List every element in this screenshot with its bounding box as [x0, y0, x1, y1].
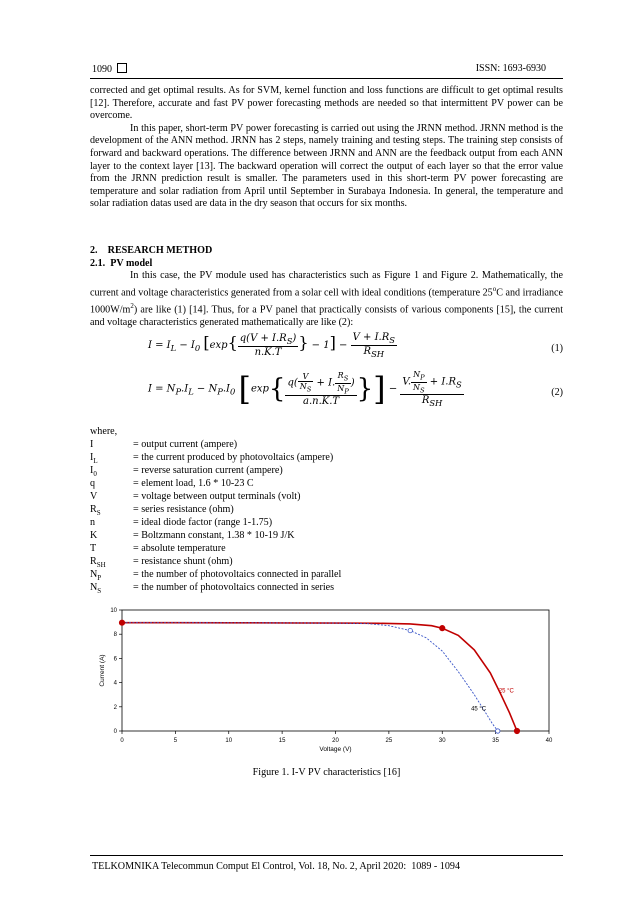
equation-2: $I = N_P.I_L - N_P.I_0$ [exp{ q( $\frac{V}{N_S}$ + I. $\frac{R_S}{N_P}$ ) a.n.K.T }] − V. $\frac{N_P}{N_S}$ + $I.R_S$ $R_{SH}$	[148, 370, 462, 409]
x-tick-label: 15	[278, 738, 286, 744]
definition-row	[90, 439, 341, 452]
definition-description: = output current (ampere)	[133, 439, 238, 450]
definition-row	[90, 491, 341, 504]
x-tick-label: 30	[438, 738, 446, 744]
footer-text: TELKOMNIKA Telecommun Comput El Control, Vol. 18, No. 2, April 2020: 1089 - 1094	[92, 861, 460, 872]
series-marker	[496, 729, 500, 733]
definition-row	[90, 465, 341, 478]
body-text	[90, 85, 563, 211]
definition-description: = ideal diode factor (range 1-1.75)	[133, 517, 273, 529]
section-heading-block	[90, 245, 563, 329]
paragraph-2: In this paper, short-term PV power forecasting is carried out using the JRNN method. JRNN method is the development of the ANN method. JRNN has 2 steps, namely training and testing steps. The training step consists of forward and backward operations. The difference between JRNN and ANN are the feedback output from each ANN layer to the context layer [13]. The backward operation will correct the output of each layer so that the error value from the JRNN prediction result is smaller. The parameters used in this short-term PV power forecasting are temperature and solar radiation from April until September in Surabaya Indonesia. In general, the temperature and solar radiation datas used are data in the dry season that occurs for six months.	[90, 122, 563, 210]
series-marker	[408, 628, 412, 632]
definition-symbol: T	[90, 543, 97, 555]
equation-1: $I = I_L - I_0$ [exp{ $\frac{q(V + I.R_S)}{n.K.T}$ } − 1] − $\frac{V + I.R_S}{R_{SH}}$	[148, 332, 395, 359]
definition-description: = series resistance (ohm)	[133, 504, 234, 516]
definitions-list	[90, 439, 341, 595]
where-label: where,	[90, 426, 118, 437]
definition-description: = the number of photovoltaics connected in parallel	[133, 569, 342, 581]
x-tick-label: 10	[225, 738, 233, 744]
definition-symbol: V	[90, 491, 98, 503]
checkbox-square-icon	[117, 63, 127, 73]
series-marker	[119, 620, 124, 625]
y-tick-label: 6	[113, 656, 117, 663]
definition-description: = reverse saturation current (ampere)	[133, 465, 283, 477]
x-tick-label: 25	[385, 738, 393, 744]
definition-symbol: $R_S$	[90, 504, 101, 518]
definition-symbol: $I_0$	[90, 465, 97, 479]
definition-symbol: q	[90, 478, 96, 490]
section-title: 2. RESEARCH METHOD	[90, 245, 213, 256]
definition-description: = absolute temperature	[133, 543, 226, 555]
series-annotation: 25 °C	[498, 688, 514, 695]
paragraph-1: corrected and get optimal results. As for SVM, kernel function and loss functions are difficult to get optimal results [12]. Therefore, accurate and fast PV power forecasting methods are needed so that intermittent PV power can be overcome.	[90, 85, 563, 122]
x-tick-label: 0	[120, 738, 124, 744]
plot-area	[122, 610, 549, 731]
y-tick-label: 0	[113, 729, 117, 735]
page-number: 1090	[92, 63, 127, 75]
series-annotation: 45 °C	[471, 706, 487, 713]
x-tick-label: 20	[332, 738, 339, 744]
definition-row	[90, 504, 341, 517]
equation-1-number: (1)	[551, 343, 563, 354]
definition-symbol: K	[90, 530, 98, 542]
definition-row	[90, 452, 341, 465]
y-tick-label: 8	[113, 632, 117, 639]
iv-chart	[94, 603, 560, 755]
definition-row	[90, 582, 341, 595]
x-tick-label: 35	[492, 738, 499, 744]
definition-row	[90, 517, 341, 530]
definition-symbol: $N_S$	[90, 582, 102, 596]
series-marker	[514, 728, 519, 733]
definition-symbol: $I_L$	[90, 452, 98, 466]
footer-rule	[90, 855, 563, 856]
definition-description: = the current produced by photovoltaics (ampere)	[133, 452, 334, 464]
x-axis-label: Voltage (V)	[319, 746, 352, 753]
y-tick-label: 2	[113, 704, 117, 711]
definition-description: = resistance shunt (ohm)	[133, 556, 233, 568]
issn: ISSN: 1693-6930	[475, 63, 546, 74]
header-rule	[90, 78, 563, 79]
definition-description: = Boltzmann constant, 1.38 * 10-19 J/K	[133, 530, 295, 542]
equation-2-number: (2)	[551, 387, 563, 398]
x-tick-label: 40	[545, 738, 553, 744]
definition-description: = element load, 1.6 * 10-23 C	[133, 478, 254, 490]
figure-caption: Figure 1. I-V PV characteristics [16]	[252, 767, 401, 778]
definition-row	[90, 478, 341, 491]
definition-description: = the number of photovoltaics connected in series	[133, 582, 335, 594]
y-axis-label: Current (A)	[99, 654, 106, 687]
definition-symbol: $N_P$	[90, 569, 102, 583]
paragraph-3: In this case, the PV module used has characteristics such as Figure 1 and Figure 2. Mathematically, the current and voltage characteristics generated from a solar cell with ideal conditions (temperature 25$^o$C and irradiance $1000W/m^2$) are like (1) [14]. Thus, for a PV panel that practically consists of various components [15], the current and voltage characteristics generated mathematically are like (2):	[90, 270, 563, 328]
y-tick-label: 4	[113, 680, 117, 687]
definition-row	[90, 569, 341, 582]
definition-row	[90, 543, 341, 556]
subsection-title: 2.1. PV model	[90, 257, 153, 269]
definition-symbol: n	[90, 517, 96, 529]
series-marker	[440, 626, 445, 631]
definition-description: = voltage between output terminals (volt)	[133, 491, 301, 503]
definition-row	[90, 556, 341, 569]
definition-symbol: $R_{SH}$	[90, 556, 106, 570]
x-tick-label: 5	[173, 738, 178, 744]
y-tick-label: 10	[110, 608, 117, 614]
definition-symbol: I	[90, 439, 94, 450]
definition-row	[90, 530, 341, 543]
